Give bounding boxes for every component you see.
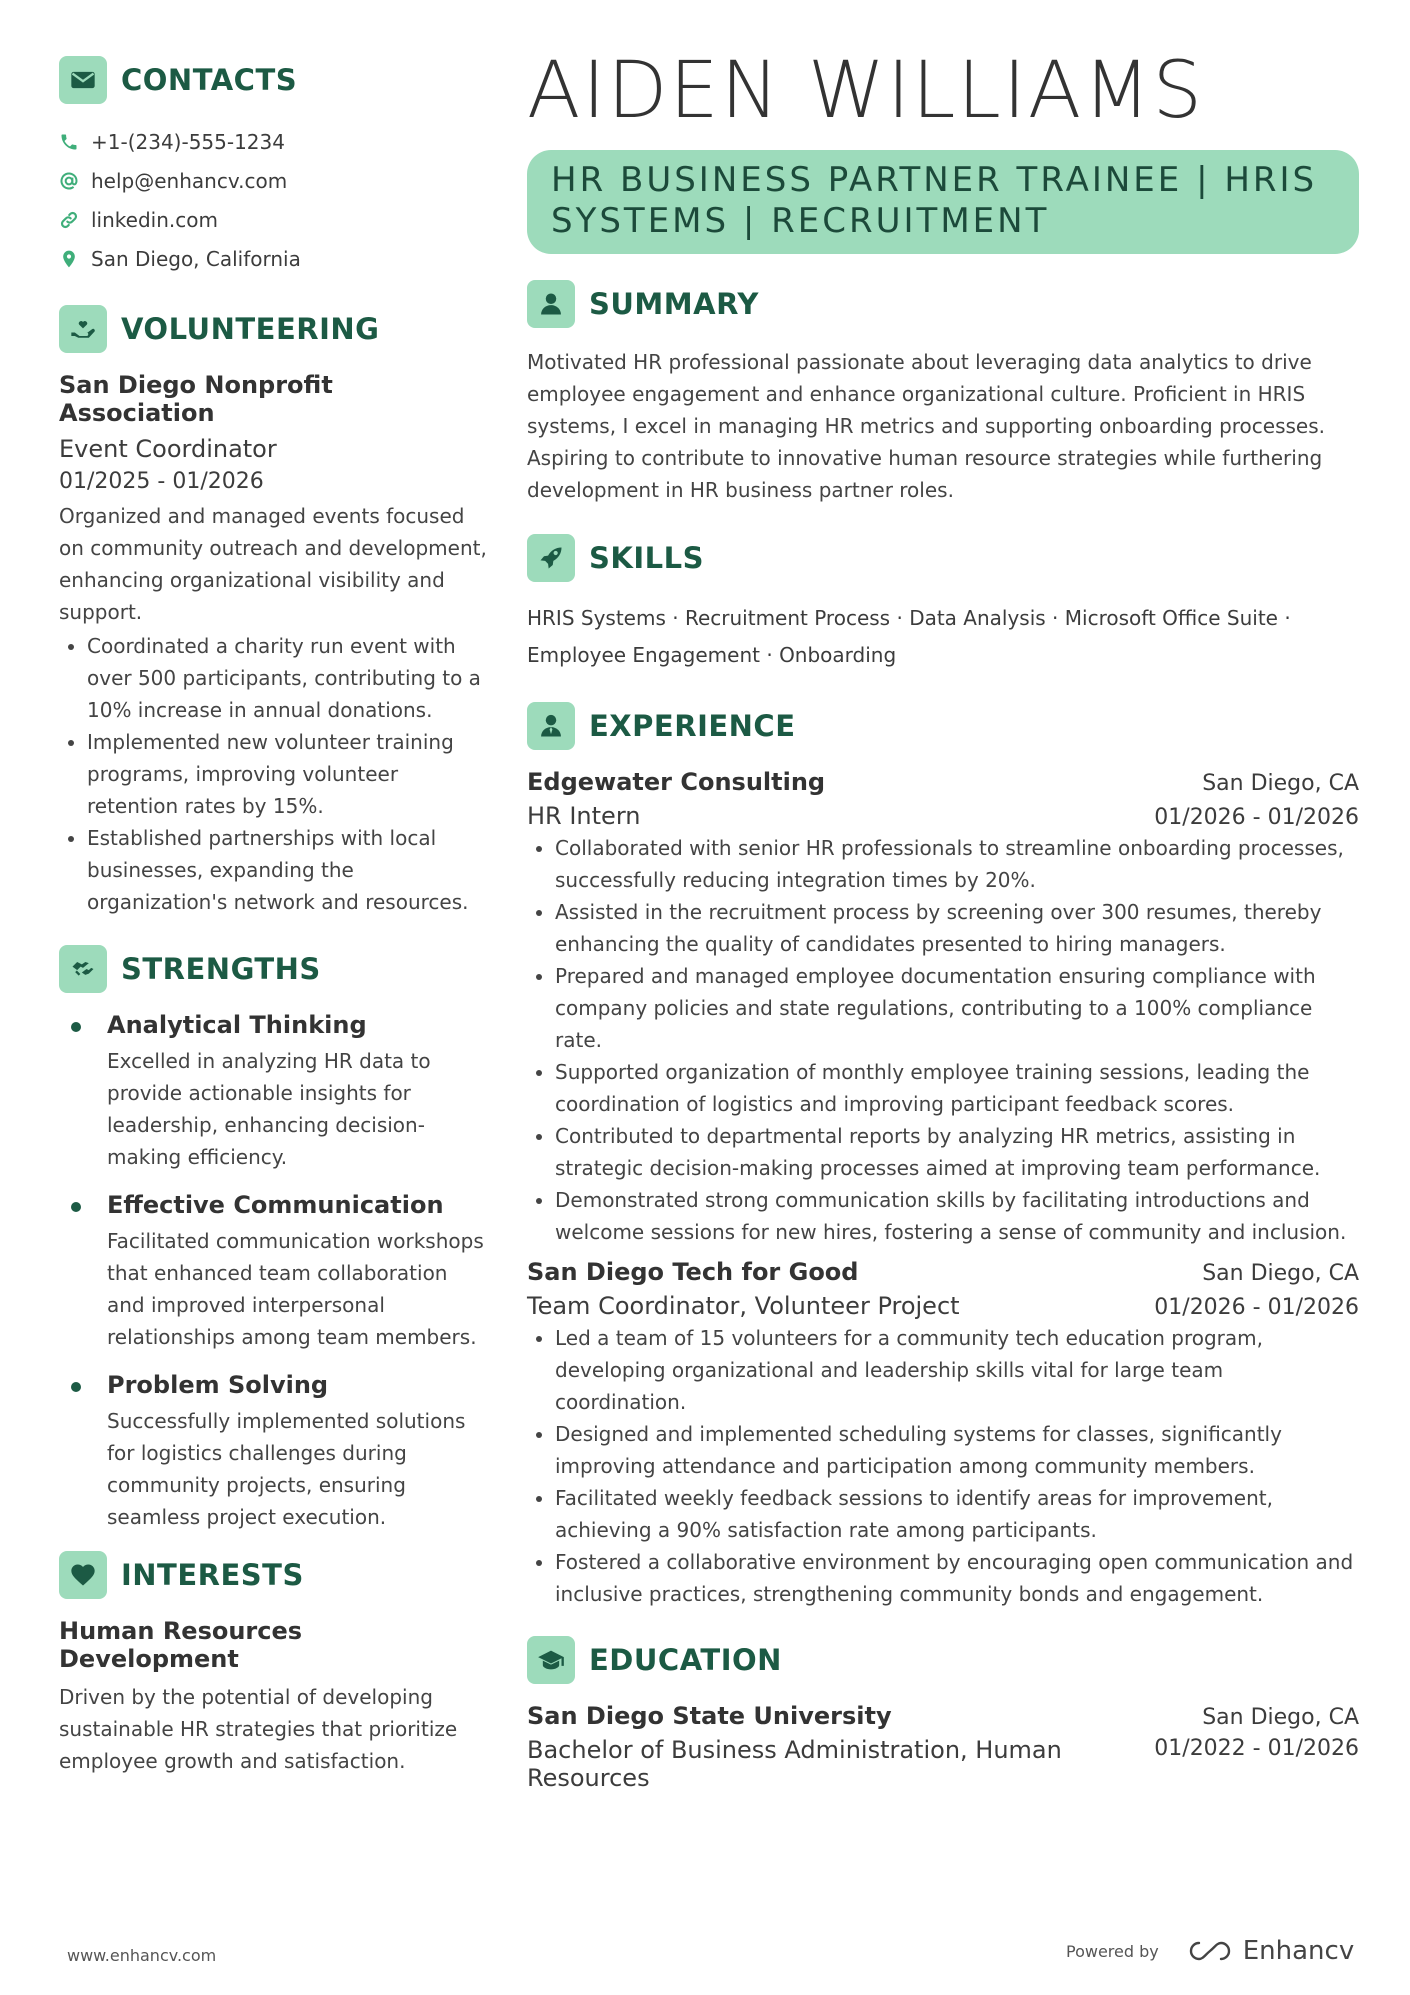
hand-heart-icon [59, 305, 107, 353]
bullet-dot [71, 1202, 81, 1212]
volunteering-bullets [59, 630, 489, 918]
experience-location: San Diego, CA [1202, 771, 1359, 796]
summary-heading: SUMMARY [589, 287, 759, 321]
volunteering-heading: VOLUNTEERING [121, 312, 380, 346]
link-text: linkedin.com [91, 207, 218, 232]
list-item: • Led a team of 15 volunteers for a community tech education program, developing organizational and leadership skills vital for large team coordination. [555, 1322, 1359, 1418]
phone-icon [59, 132, 79, 152]
skill-item: Onboarding [779, 643, 897, 667]
link-icon [59, 210, 79, 230]
experience-bullets [527, 1322, 1359, 1610]
interests-section [59, 1551, 489, 1777]
experience-org: San Diego Tech for Good [527, 1258, 859, 1286]
left-column [59, 56, 489, 1777]
list-item: • Prepared and managed employee documentation ensuring compliance with company policies and state regulations, contributing to a 100% compliance rate. [555, 960, 1359, 1056]
interest-title: Human Resources Development [59, 1617, 303, 1673]
strength-text: Successfully implemented solutions for logistics challenges during community projects, ensuring seamless project execution. [107, 1409, 466, 1529]
list-item: • Demonstrated strong communication skills by facilitating introductions and welcome sessions for new hires, fostering a sense of community and inclusion. [555, 1184, 1359, 1248]
contact-phone[interactable] [59, 122, 489, 161]
enhancv-logo-icon [1187, 1939, 1233, 1963]
headline-banner: HR BUSINESS PARTNER TRAINEE | HRIS SYSTEMS | RECRUITMENT [527, 150, 1359, 254]
experience-dates: 01/2026 - 01/2026 [1154, 1295, 1359, 1320]
location-text: San Diego, California [91, 246, 301, 271]
envelope-icon [59, 56, 107, 104]
education-section [527, 1636, 1359, 1792]
list-item: • Coordinated a charity run event with over 500 participants, contributing to a 10% increase in annual donations. [87, 630, 489, 726]
experience-dates: 01/2026 - 01/2026 [1154, 805, 1359, 830]
strength-title: Effective Communication [107, 1191, 444, 1219]
list-item: • Designed and implemented scheduling systems for classes, significantly improving attendance and participation among community members. [555, 1418, 1359, 1482]
volunteering-dates: 01/2025 - 01/2026 [59, 469, 264, 494]
volunteering-section [59, 305, 489, 918]
skill-item: HRIS Systems [527, 606, 666, 630]
candidate-name: AIDEN WILLIAMS [527, 46, 1205, 136]
brand-logo[interactable] [1187, 1936, 1354, 1966]
strength-item [59, 1191, 489, 1353]
experience-bullets [527, 832, 1359, 1248]
list-item: • Facilitated weekly feedback sessions to identify areas for improvement, achieving a 90% satisfaction rate among participants. [555, 1482, 1359, 1546]
footer-website[interactable]: www.enhancv.com [67, 1946, 217, 1965]
interests-heading: INTERESTS [121, 1558, 304, 1592]
list-item: • Collaborated with senior HR professionals to streamline onboarding processes, successfully reducing integration times by 20%. [555, 832, 1359, 896]
heart-icon [59, 1551, 107, 1599]
experience-org: Edgewater Consulting [527, 768, 826, 796]
experience-entry [527, 768, 1359, 1248]
skill-item: Microsoft Office Suite [1064, 606, 1278, 630]
strengths-heading: STRENGTHS [121, 952, 321, 986]
strength-item [59, 1011, 489, 1173]
list-item: • Implemented new volunteer training programs, improving volunteer retention rates by 15%. [87, 726, 489, 822]
education-degree: Bachelor of Business Administration, Human Resources [527, 1736, 1062, 1792]
strength-text: Facilitated communication workshops that enhanced team collaboration and improved interpersonal relationships among team members. [107, 1229, 484, 1349]
list-item: • Fostered a collaborative environment by encouraging open communication and inclusive practices, strengthening community bonds and engagement. [555, 1546, 1359, 1610]
contacts-section [59, 56, 489, 278]
bullet-dot [71, 1022, 81, 1032]
education-school: San Diego State University [527, 1702, 892, 1730]
skills-section [527, 534, 1359, 674]
location-pin-icon [59, 249, 79, 269]
phone-text: +1-(234)-555-1234 [91, 129, 285, 154]
briefcase-user-icon [527, 702, 575, 750]
summary-section [527, 280, 1359, 506]
user-icon [527, 280, 575, 328]
list-item: • Contributed to departmental reports by analyzing HR metrics, assisting in strategic decision-making processes aimed at improving team performance. [555, 1120, 1359, 1184]
experience-location: San Diego, CA [1202, 1261, 1359, 1286]
experience-heading: EXPERIENCE [589, 709, 796, 743]
strength-item [59, 1371, 489, 1533]
footer-branding [1066, 1936, 1354, 1966]
experience-entry [527, 1258, 1359, 1610]
volunteering-description: Organized and managed events focused on community outreach and development, enhancing organizational visibility and support. [59, 504, 487, 624]
skill-item: Employee Engagement [527, 643, 760, 667]
handshake-icon [59, 945, 107, 993]
list-item: • Assisted in the recruitment process by screening over 300 resumes, thereby enhancing the quality of candidates presented to hiring managers. [555, 896, 1359, 960]
skill-item: Data Analysis [909, 606, 1046, 630]
skills-heading: SKILLS [589, 541, 704, 575]
experience-section [527, 702, 1359, 1610]
skills-list: HRIS Systems · Recruitment Process · Data Analysis · Microsoft Office Suite · Employee Engagement · Onboarding [527, 606, 1291, 667]
strengths-section [59, 945, 489, 1533]
interest-text: Driven by the potential of developing sustainable HR strategies that prioritize employee growth and satisfaction. [59, 1685, 458, 1773]
volunteering-role: Event Coordinator [59, 435, 277, 463]
strength-text: Excelled in analyzing HR data to provide actionable insights for leadership, enhancing decision-making efficiency. [107, 1049, 431, 1169]
education-dates: 01/2022 - 01/2026 [1154, 1736, 1359, 1761]
email-text: help@enhancv.com [91, 168, 288, 193]
list-item: • Established partnerships with local businesses, expanding the organization's network and resources. [87, 822, 489, 918]
experience-role: Team Coordinator, Volunteer Project [527, 1292, 960, 1320]
education-heading: EDUCATION [589, 1643, 782, 1677]
graduation-cap-icon [527, 1636, 575, 1684]
experience-role: HR Intern [527, 802, 641, 830]
contact-email[interactable] [59, 161, 489, 200]
bullet-dot [71, 1382, 81, 1392]
at-icon [59, 171, 79, 191]
brand-name: Enhancv [1242, 1936, 1355, 1966]
skill-item: Recruitment Process [684, 606, 891, 630]
contact-location [59, 239, 489, 278]
list-item: • Supported organization of monthly employee training sessions, leading the coordination of logistics and improving participant feedback scores. [555, 1056, 1359, 1120]
volunteering-org: San Diego Nonprofit Association [59, 371, 333, 427]
contacts-heading: CONTACTS [121, 63, 298, 97]
strength-title: Problem Solving [107, 1371, 329, 1399]
right-column [527, 46, 1359, 1792]
summary-text: Motivated HR professional passionate about leveraging data analytics to drive employee engagement and enhance organizational culture. Proficient in HRIS systems, I excel in managing HR metrics and supporting onboarding processes. Aspiring to contribute to innovative human resource strategies while furthering development in HR business partner roles. [527, 350, 1326, 502]
contact-link[interactable] [59, 200, 489, 239]
powered-by-label: Powered by [1066, 1941, 1159, 1961]
strength-title: Analytical Thinking [107, 1011, 367, 1039]
rocket-icon [527, 534, 575, 582]
education-location: San Diego, CA [1202, 1705, 1359, 1730]
